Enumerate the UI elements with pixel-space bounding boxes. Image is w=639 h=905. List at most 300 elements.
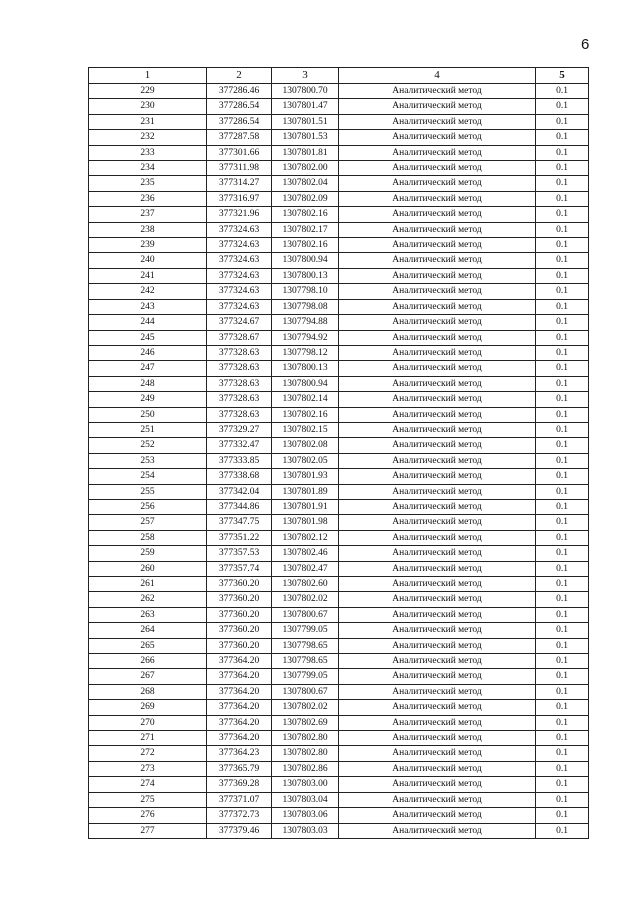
point-number-cell: 238 bbox=[89, 222, 207, 237]
method-cell: Аналитический метод bbox=[339, 607, 536, 622]
accuracy-cell: 0.1 bbox=[536, 176, 589, 191]
method-cell: Аналитический метод bbox=[339, 808, 536, 823]
x-coordinate-cell: 377364.20 bbox=[207, 684, 272, 699]
y-coordinate-cell: 1307801.81 bbox=[272, 145, 339, 160]
x-coordinate-cell: 377328.63 bbox=[207, 376, 272, 391]
accuracy-cell: 0.1 bbox=[536, 238, 589, 253]
method-cell: Аналитический метод bbox=[339, 422, 536, 437]
point-number-cell: 266 bbox=[89, 654, 207, 669]
x-coordinate-cell: 377364.20 bbox=[207, 715, 272, 730]
x-coordinate-cell: 377369.28 bbox=[207, 777, 272, 792]
method-cell: Аналитический метод bbox=[339, 515, 536, 530]
y-coordinate-cell: 1307800.94 bbox=[272, 253, 339, 268]
x-coordinate-cell: 377357.53 bbox=[207, 546, 272, 561]
point-number-cell: 248 bbox=[89, 376, 207, 391]
x-coordinate-cell: 377329.27 bbox=[207, 422, 272, 437]
y-coordinate-cell: 1307798.10 bbox=[272, 284, 339, 299]
method-cell: Аналитический метод bbox=[339, 299, 536, 314]
point-number-cell: 252 bbox=[89, 438, 207, 453]
x-coordinate-cell: 377324.63 bbox=[207, 268, 272, 283]
point-number-cell: 269 bbox=[89, 700, 207, 715]
point-number-cell: 260 bbox=[89, 561, 207, 576]
table-row bbox=[89, 484, 589, 499]
x-coordinate-cell: 377287.58 bbox=[207, 130, 272, 145]
point-number-cell: 276 bbox=[89, 808, 207, 823]
x-coordinate-cell: 377365.79 bbox=[207, 761, 272, 776]
accuracy-cell: 0.1 bbox=[536, 669, 589, 684]
method-cell: Аналитический метод bbox=[339, 392, 536, 407]
accuracy-cell: 0.1 bbox=[536, 700, 589, 715]
point-number-cell: 256 bbox=[89, 499, 207, 514]
table-row bbox=[89, 392, 589, 407]
x-coordinate-cell: 377286.46 bbox=[207, 84, 272, 99]
method-cell: Аналитический метод bbox=[339, 130, 536, 145]
table-row bbox=[89, 330, 589, 345]
accuracy-cell: 0.1 bbox=[536, 299, 589, 314]
accuracy-cell: 0.1 bbox=[536, 207, 589, 222]
table-row bbox=[89, 176, 589, 191]
method-cell: Аналитический метод bbox=[339, 207, 536, 222]
point-number-cell: 275 bbox=[89, 792, 207, 807]
header-row bbox=[89, 68, 589, 84]
accuracy-cell: 0.1 bbox=[536, 684, 589, 699]
x-coordinate-cell: 377328.63 bbox=[207, 361, 272, 376]
point-number-cell: 246 bbox=[89, 345, 207, 360]
accuracy-cell: 0.1 bbox=[536, 392, 589, 407]
y-coordinate-cell: 1307802.02 bbox=[272, 700, 339, 715]
x-coordinate-cell: 377364.23 bbox=[207, 746, 272, 761]
method-cell: Аналитический метод bbox=[339, 99, 536, 114]
point-number-cell: 244 bbox=[89, 315, 207, 330]
x-coordinate-cell: 377332.47 bbox=[207, 438, 272, 453]
x-coordinate-cell: 377364.20 bbox=[207, 669, 272, 684]
x-coordinate-cell: 377328.67 bbox=[207, 330, 272, 345]
method-cell: Аналитический метод bbox=[339, 592, 536, 607]
table-row bbox=[89, 407, 589, 422]
x-coordinate-cell: 377324.63 bbox=[207, 238, 272, 253]
accuracy-cell: 0.1 bbox=[536, 99, 589, 114]
method-cell: Аналитический метод bbox=[339, 499, 536, 514]
x-coordinate-cell: 377342.04 bbox=[207, 484, 272, 499]
x-coordinate-cell: 377321.96 bbox=[207, 207, 272, 222]
table-body bbox=[89, 84, 589, 839]
x-coordinate-cell: 377364.20 bbox=[207, 700, 272, 715]
table-header bbox=[89, 68, 589, 84]
method-cell: Аналитический метод bbox=[339, 823, 536, 838]
method-cell: Аналитический метод bbox=[339, 345, 536, 360]
y-coordinate-cell: 1307802.04 bbox=[272, 176, 339, 191]
accuracy-cell: 0.1 bbox=[536, 130, 589, 145]
accuracy-cell: 0.1 bbox=[536, 345, 589, 360]
x-coordinate-cell: 377360.20 bbox=[207, 607, 272, 622]
y-coordinate-cell: 1307802.12 bbox=[272, 530, 339, 545]
table-row bbox=[89, 145, 589, 160]
x-coordinate-cell: 377357.74 bbox=[207, 561, 272, 576]
y-coordinate-cell: 1307800.94 bbox=[272, 376, 339, 391]
y-coordinate-cell: 1307802.46 bbox=[272, 546, 339, 561]
point-number-cell: 249 bbox=[89, 392, 207, 407]
header-col-3: 3 bbox=[272, 68, 339, 84]
table-row bbox=[89, 207, 589, 222]
accuracy-cell: 0.1 bbox=[536, 315, 589, 330]
table-row bbox=[89, 777, 589, 792]
accuracy-cell: 0.1 bbox=[536, 808, 589, 823]
y-coordinate-cell: 1307802.80 bbox=[272, 746, 339, 761]
point-number-cell: 243 bbox=[89, 299, 207, 314]
x-coordinate-cell: 377371.07 bbox=[207, 792, 272, 807]
y-coordinate-cell: 1307802.47 bbox=[272, 561, 339, 576]
y-coordinate-cell: 1307800.13 bbox=[272, 361, 339, 376]
x-coordinate-cell: 377324.67 bbox=[207, 315, 272, 330]
x-coordinate-cell: 377328.63 bbox=[207, 392, 272, 407]
accuracy-cell: 0.1 bbox=[536, 361, 589, 376]
coordinates-table bbox=[88, 67, 589, 839]
table-row bbox=[89, 561, 589, 576]
x-coordinate-cell: 377360.20 bbox=[207, 623, 272, 638]
y-coordinate-cell: 1307802.60 bbox=[272, 577, 339, 592]
x-coordinate-cell: 377324.63 bbox=[207, 284, 272, 299]
accuracy-cell: 0.1 bbox=[536, 577, 589, 592]
table-row bbox=[89, 345, 589, 360]
y-coordinate-cell: 1307801.93 bbox=[272, 469, 339, 484]
accuracy-cell: 0.1 bbox=[536, 715, 589, 730]
method-cell: Аналитический метод bbox=[339, 792, 536, 807]
y-coordinate-cell: 1307801.51 bbox=[272, 114, 339, 129]
accuracy-cell: 0.1 bbox=[536, 792, 589, 807]
method-cell: Аналитический метод bbox=[339, 222, 536, 237]
method-cell: Аналитический метод bbox=[339, 746, 536, 761]
point-number-cell: 236 bbox=[89, 191, 207, 206]
accuracy-cell: 0.1 bbox=[536, 823, 589, 838]
y-coordinate-cell: 1307802.14 bbox=[272, 392, 339, 407]
y-coordinate-cell: 1307803.04 bbox=[272, 792, 339, 807]
y-coordinate-cell: 1307800.13 bbox=[272, 268, 339, 283]
point-number-cell: 250 bbox=[89, 407, 207, 422]
point-number-cell: 242 bbox=[89, 284, 207, 299]
method-cell: Аналитический метод bbox=[339, 407, 536, 422]
point-number-cell: 229 bbox=[89, 84, 207, 99]
point-number-cell: 254 bbox=[89, 469, 207, 484]
x-coordinate-cell: 377372.73 bbox=[207, 808, 272, 823]
table-row bbox=[89, 577, 589, 592]
accuracy-cell: 0.1 bbox=[536, 731, 589, 746]
y-coordinate-cell: 1307799.05 bbox=[272, 623, 339, 638]
method-cell: Аналитический метод bbox=[339, 561, 536, 576]
method-cell: Аналитический метод bbox=[339, 376, 536, 391]
point-number-cell: 231 bbox=[89, 114, 207, 129]
method-cell: Аналитический метод bbox=[339, 253, 536, 268]
table-row bbox=[89, 469, 589, 484]
y-coordinate-cell: 1307800.70 bbox=[272, 84, 339, 99]
method-cell: Аналитический метод bbox=[339, 654, 536, 669]
header-col-1: 1 bbox=[89, 68, 207, 84]
y-coordinate-cell: 1307802.17 bbox=[272, 222, 339, 237]
point-number-cell: 253 bbox=[89, 453, 207, 468]
method-cell: Аналитический метод bbox=[339, 623, 536, 638]
accuracy-cell: 0.1 bbox=[536, 469, 589, 484]
accuracy-cell: 0.1 bbox=[536, 407, 589, 422]
point-number-cell: 230 bbox=[89, 99, 207, 114]
accuracy-cell: 0.1 bbox=[536, 515, 589, 530]
method-cell: Аналитический метод bbox=[339, 161, 536, 176]
page-number: 6 bbox=[581, 36, 590, 53]
x-coordinate-cell: 377311.98 bbox=[207, 161, 272, 176]
x-coordinate-cell: 377316.97 bbox=[207, 191, 272, 206]
point-number-cell: 257 bbox=[89, 515, 207, 530]
method-cell: Аналитический метод bbox=[339, 114, 536, 129]
x-coordinate-cell: 377333.85 bbox=[207, 453, 272, 468]
y-coordinate-cell: 1307799.05 bbox=[272, 669, 339, 684]
accuracy-cell: 0.1 bbox=[536, 499, 589, 514]
table-row bbox=[89, 222, 589, 237]
point-number-cell: 262 bbox=[89, 592, 207, 607]
table-row bbox=[89, 607, 589, 622]
accuracy-cell: 0.1 bbox=[536, 268, 589, 283]
accuracy-cell: 0.1 bbox=[536, 330, 589, 345]
point-number-cell: 239 bbox=[89, 238, 207, 253]
method-cell: Аналитический метод bbox=[339, 453, 536, 468]
y-coordinate-cell: 1307802.09 bbox=[272, 191, 339, 206]
y-coordinate-cell: 1307798.65 bbox=[272, 654, 339, 669]
point-number-cell: 259 bbox=[89, 546, 207, 561]
x-coordinate-cell: 377351.22 bbox=[207, 530, 272, 545]
point-number-cell: 261 bbox=[89, 577, 207, 592]
table-row bbox=[89, 684, 589, 699]
x-coordinate-cell: 377324.63 bbox=[207, 299, 272, 314]
y-coordinate-cell: 1307801.89 bbox=[272, 484, 339, 499]
accuracy-cell: 0.1 bbox=[536, 484, 589, 499]
accuracy-cell: 0.1 bbox=[536, 777, 589, 792]
table-row bbox=[89, 746, 589, 761]
y-coordinate-cell: 1307802.16 bbox=[272, 207, 339, 222]
table-row bbox=[89, 253, 589, 268]
method-cell: Аналитический метод bbox=[339, 330, 536, 345]
accuracy-cell: 0.1 bbox=[536, 376, 589, 391]
accuracy-cell: 0.1 bbox=[536, 438, 589, 453]
accuracy-cell: 0.1 bbox=[536, 746, 589, 761]
y-coordinate-cell: 1307802.16 bbox=[272, 238, 339, 253]
point-number-cell: 265 bbox=[89, 638, 207, 653]
method-cell: Аналитический метод bbox=[339, 145, 536, 160]
point-number-cell: 251 bbox=[89, 422, 207, 437]
table-row bbox=[89, 84, 589, 99]
method-cell: Аналитический метод bbox=[339, 84, 536, 99]
table-row bbox=[89, 546, 589, 561]
accuracy-cell: 0.1 bbox=[536, 561, 589, 576]
accuracy-cell: 0.1 bbox=[536, 114, 589, 129]
method-cell: Аналитический метод bbox=[339, 238, 536, 253]
header-col-2: 2 bbox=[207, 68, 272, 84]
table-row bbox=[89, 715, 589, 730]
point-number-cell: 235 bbox=[89, 176, 207, 191]
y-coordinate-cell: 1307802.69 bbox=[272, 715, 339, 730]
y-coordinate-cell: 1307794.92 bbox=[272, 330, 339, 345]
x-coordinate-cell: 377364.20 bbox=[207, 731, 272, 746]
table-row bbox=[89, 422, 589, 437]
method-cell: Аналитический метод bbox=[339, 176, 536, 191]
point-number-cell: 272 bbox=[89, 746, 207, 761]
point-number-cell: 267 bbox=[89, 669, 207, 684]
x-coordinate-cell: 377324.63 bbox=[207, 222, 272, 237]
point-number-cell: 271 bbox=[89, 731, 207, 746]
point-number-cell: 274 bbox=[89, 777, 207, 792]
table-row bbox=[89, 823, 589, 838]
table-row bbox=[89, 592, 589, 607]
point-number-cell: 263 bbox=[89, 607, 207, 622]
x-coordinate-cell: 377360.20 bbox=[207, 577, 272, 592]
point-number-cell: 273 bbox=[89, 761, 207, 776]
table-row bbox=[89, 299, 589, 314]
accuracy-cell: 0.1 bbox=[536, 284, 589, 299]
method-cell: Аналитический метод bbox=[339, 484, 536, 499]
point-number-cell: 241 bbox=[89, 268, 207, 283]
table-row bbox=[89, 499, 589, 514]
table-row bbox=[89, 161, 589, 176]
table-row bbox=[89, 453, 589, 468]
y-coordinate-cell: 1307802.00 bbox=[272, 161, 339, 176]
point-number-cell: 247 bbox=[89, 361, 207, 376]
header-col-4: 4 bbox=[339, 68, 536, 84]
table-row bbox=[89, 376, 589, 391]
point-number-cell: 233 bbox=[89, 145, 207, 160]
y-coordinate-cell: 1307803.00 bbox=[272, 777, 339, 792]
x-coordinate-cell: 377286.54 bbox=[207, 99, 272, 114]
x-coordinate-cell: 377360.20 bbox=[207, 638, 272, 653]
y-coordinate-cell: 1307802.08 bbox=[272, 438, 339, 453]
y-coordinate-cell: 1307802.05 bbox=[272, 453, 339, 468]
table-row bbox=[89, 268, 589, 283]
table-row bbox=[89, 284, 589, 299]
y-coordinate-cell: 1307801.53 bbox=[272, 130, 339, 145]
method-cell: Аналитический метод bbox=[339, 669, 536, 684]
method-cell: Аналитический метод bbox=[339, 638, 536, 653]
x-coordinate-cell: 377328.63 bbox=[207, 407, 272, 422]
y-coordinate-cell: 1307794.88 bbox=[272, 315, 339, 330]
table-row bbox=[89, 114, 589, 129]
point-number-cell: 255 bbox=[89, 484, 207, 499]
y-coordinate-cell: 1307802.02 bbox=[272, 592, 339, 607]
y-coordinate-cell: 1307798.08 bbox=[272, 299, 339, 314]
method-cell: Аналитический метод bbox=[339, 315, 536, 330]
point-number-cell: 245 bbox=[89, 330, 207, 345]
table-row bbox=[89, 669, 589, 684]
x-coordinate-cell: 377364.20 bbox=[207, 654, 272, 669]
x-coordinate-cell: 377347.75 bbox=[207, 515, 272, 530]
table-row bbox=[89, 238, 589, 253]
accuracy-cell: 0.1 bbox=[536, 623, 589, 638]
table-row bbox=[89, 623, 589, 638]
table-row bbox=[89, 700, 589, 715]
table-row bbox=[89, 130, 589, 145]
y-coordinate-cell: 1307802.15 bbox=[272, 422, 339, 437]
accuracy-cell: 0.1 bbox=[536, 592, 589, 607]
table-row bbox=[89, 191, 589, 206]
method-cell: Аналитический метод bbox=[339, 715, 536, 730]
x-coordinate-cell: 377344.86 bbox=[207, 499, 272, 514]
table-row bbox=[89, 361, 589, 376]
y-coordinate-cell: 1307798.65 bbox=[272, 638, 339, 653]
method-cell: Аналитический метод bbox=[339, 530, 536, 545]
table-row bbox=[89, 438, 589, 453]
accuracy-cell: 0.1 bbox=[536, 422, 589, 437]
table-row bbox=[89, 654, 589, 669]
x-coordinate-cell: 377379.46 bbox=[207, 823, 272, 838]
method-cell: Аналитический метод bbox=[339, 731, 536, 746]
method-cell: Аналитический метод bbox=[339, 761, 536, 776]
accuracy-cell: 0.1 bbox=[536, 546, 589, 561]
accuracy-cell: 0.1 bbox=[536, 253, 589, 268]
table-row bbox=[89, 315, 589, 330]
accuracy-cell: 0.1 bbox=[536, 761, 589, 776]
accuracy-cell: 0.1 bbox=[536, 530, 589, 545]
method-cell: Аналитический метод bbox=[339, 284, 536, 299]
method-cell: Аналитический метод bbox=[339, 191, 536, 206]
point-number-cell: 270 bbox=[89, 715, 207, 730]
accuracy-cell: 0.1 bbox=[536, 161, 589, 176]
point-number-cell: 234 bbox=[89, 161, 207, 176]
point-number-cell: 264 bbox=[89, 623, 207, 638]
method-cell: Аналитический метод bbox=[339, 546, 536, 561]
point-number-cell: 277 bbox=[89, 823, 207, 838]
table-row bbox=[89, 792, 589, 807]
x-coordinate-cell: 377324.63 bbox=[207, 253, 272, 268]
y-coordinate-cell: 1307802.16 bbox=[272, 407, 339, 422]
x-coordinate-cell: 377338.68 bbox=[207, 469, 272, 484]
method-cell: Аналитический метод bbox=[339, 777, 536, 792]
point-number-cell: 237 bbox=[89, 207, 207, 222]
x-coordinate-cell: 377301.66 bbox=[207, 145, 272, 160]
x-coordinate-cell: 377360.20 bbox=[207, 592, 272, 607]
y-coordinate-cell: 1307801.47 bbox=[272, 99, 339, 114]
y-coordinate-cell: 1307801.98 bbox=[272, 515, 339, 530]
accuracy-cell: 0.1 bbox=[536, 607, 589, 622]
accuracy-cell: 0.1 bbox=[536, 145, 589, 160]
accuracy-cell: 0.1 bbox=[536, 654, 589, 669]
method-cell: Аналитический метод bbox=[339, 469, 536, 484]
method-cell: Аналитический метод bbox=[339, 684, 536, 699]
point-number-cell: 258 bbox=[89, 530, 207, 545]
accuracy-cell: 0.1 bbox=[536, 84, 589, 99]
point-number-cell: 268 bbox=[89, 684, 207, 699]
y-coordinate-cell: 1307802.86 bbox=[272, 761, 339, 776]
y-coordinate-cell: 1307803.03 bbox=[272, 823, 339, 838]
header-col-5: 5 bbox=[536, 68, 589, 84]
table-row bbox=[89, 515, 589, 530]
method-cell: Аналитический метод bbox=[339, 361, 536, 376]
method-cell: Аналитический метод bbox=[339, 268, 536, 283]
accuracy-cell: 0.1 bbox=[536, 638, 589, 653]
y-coordinate-cell: 1307800.67 bbox=[272, 607, 339, 622]
y-coordinate-cell: 1307803.06 bbox=[272, 808, 339, 823]
x-coordinate-cell: 377314.27 bbox=[207, 176, 272, 191]
table-row bbox=[89, 99, 589, 114]
table-row bbox=[89, 731, 589, 746]
accuracy-cell: 0.1 bbox=[536, 222, 589, 237]
table-row bbox=[89, 761, 589, 776]
x-coordinate-cell: 377286.54 bbox=[207, 114, 272, 129]
accuracy-cell: 0.1 bbox=[536, 453, 589, 468]
y-coordinate-cell: 1307801.91 bbox=[272, 499, 339, 514]
table-row bbox=[89, 808, 589, 823]
table-row bbox=[89, 530, 589, 545]
method-cell: Аналитический метод bbox=[339, 438, 536, 453]
point-number-cell: 240 bbox=[89, 253, 207, 268]
point-number-cell: 232 bbox=[89, 130, 207, 145]
y-coordinate-cell: 1307800.67 bbox=[272, 684, 339, 699]
method-cell: Аналитический метод bbox=[339, 700, 536, 715]
y-coordinate-cell: 1307798.12 bbox=[272, 345, 339, 360]
x-coordinate-cell: 377328.63 bbox=[207, 345, 272, 360]
